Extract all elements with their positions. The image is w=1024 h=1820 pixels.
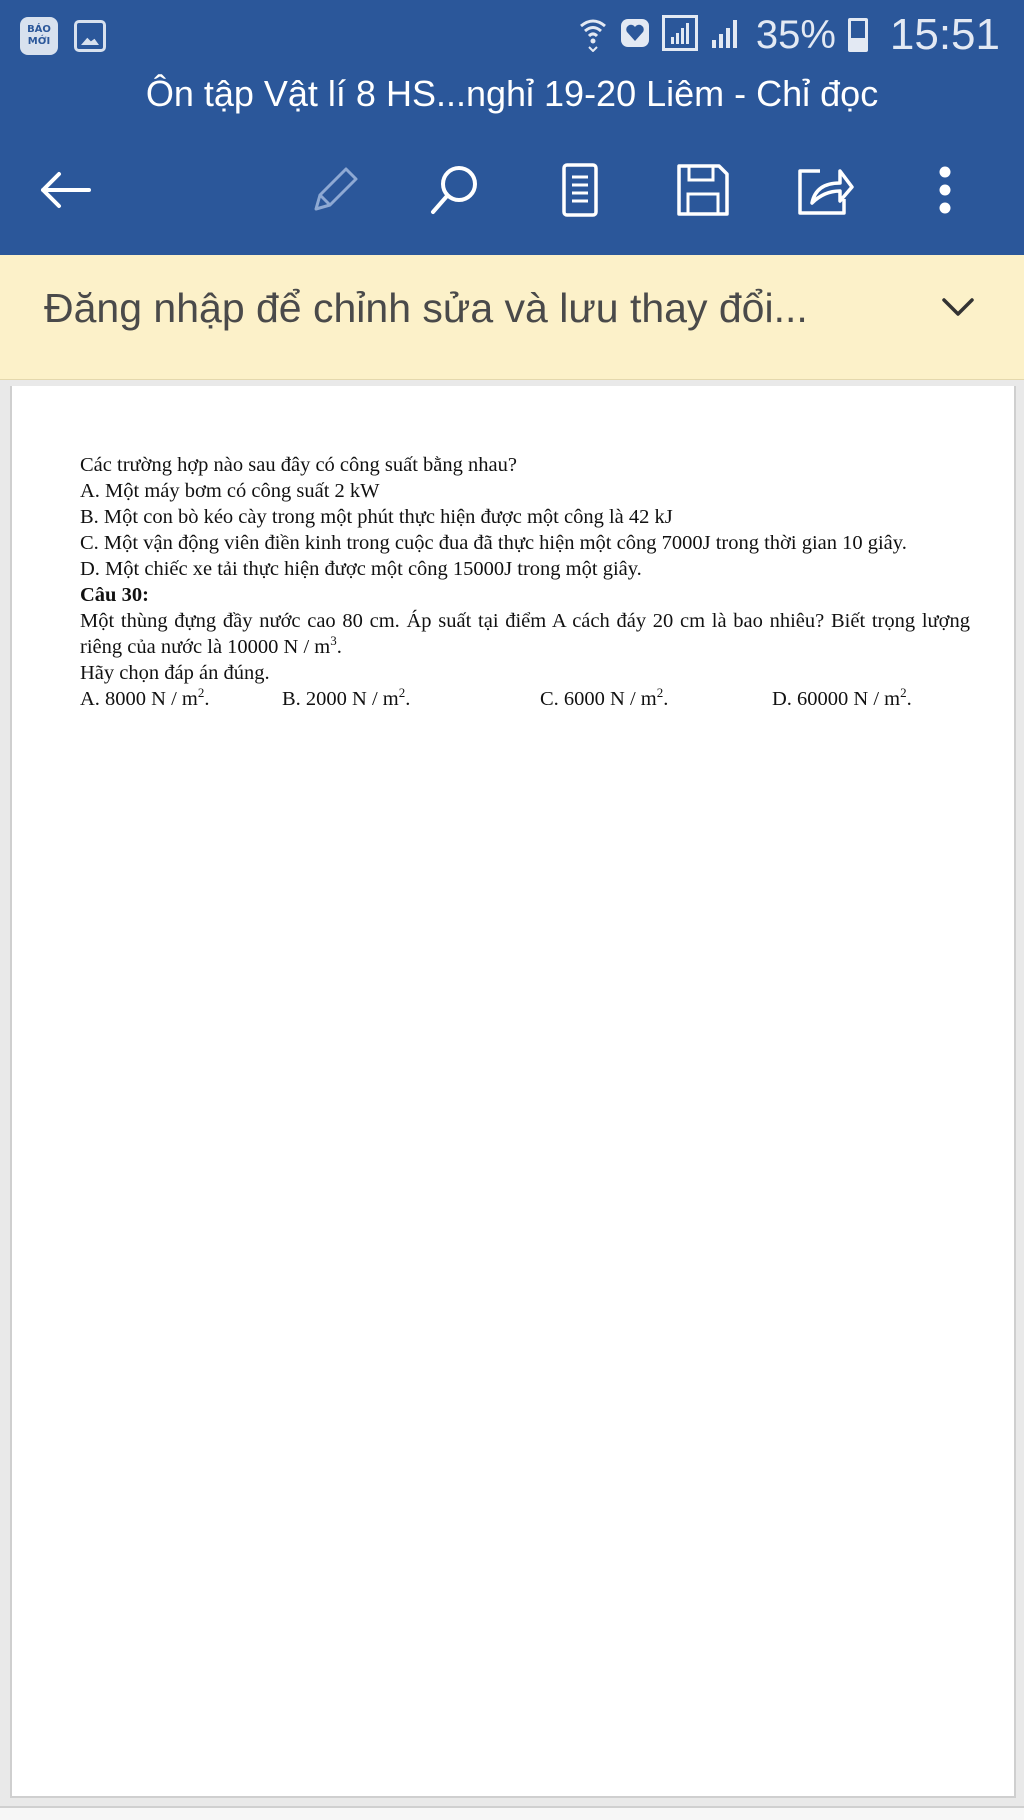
question-30-prompt: Hãy chọn đáp án đúng.: [80, 662, 270, 684]
status-clock: 15:51: [889, 10, 1000, 59]
back-arrow-icon: [37, 170, 93, 210]
answer-options: [80, 686, 970, 712]
battery-level: 35%: [755, 12, 836, 57]
heart-icon: [620, 17, 650, 54]
status-bar: [0, 0, 1024, 70]
signal-icon: [662, 15, 698, 56]
sign-in-banner[interactable]: [0, 255, 1024, 380]
answer-a: A. 8000 N / $m^2$.: [80, 685, 210, 710]
question-intro: Các trường hợp nào sau đây có công suất bằng nhau?: [80, 454, 517, 476]
banner-message: Đăng nhập để chỉnh sửa và lưu thay đổi...: [44, 285, 808, 331]
search-icon: [427, 162, 483, 218]
baomoi-app-icon: BÁO MỚI: [20, 17, 58, 55]
save-button[interactable]: [668, 150, 738, 230]
banner-expand-button[interactable]: [940, 295, 976, 324]
document-title: Ôn tập Vật lí 8 HS...nghỉ 19-20 Liêm - Chỉ đọc: [145, 73, 879, 114]
pencil-icon: [308, 163, 362, 217]
reading-view-icon: [560, 162, 600, 218]
answer-d: D. 60000 N / $m^2$.: [772, 685, 912, 710]
option-d: D. Một chiếc xe tải thực hiện được một công 15000J trong một giây.: [80, 558, 642, 580]
option-b: B. Một con bò kéo cày trong một phút thực hiện được một công là 42 kJ: [80, 506, 673, 528]
question-30-heading: Câu 30:: [80, 584, 149, 606]
answer-b: B. 2000 N / $m^2$.: [282, 685, 411, 710]
chevron-down-icon: [940, 295, 976, 319]
wifi-icon: [578, 14, 608, 57]
document-content: [80, 452, 970, 712]
search-button[interactable]: [420, 150, 490, 230]
back-button[interactable]: [30, 150, 100, 230]
share-icon: [796, 163, 854, 217]
app-header: [0, 0, 1024, 255]
signal-icon: [710, 16, 744, 55]
toolbar: [0, 150, 1024, 230]
share-button[interactable]: [790, 150, 860, 230]
more-options-button[interactable]: [915, 150, 975, 230]
more-options-icon: [935, 162, 955, 218]
document-page[interactable]: [10, 386, 1016, 1798]
option-c: C. Một vận động viên điền kinh trong cuộc đua đã thực hiện một công 7000J trong thời gian 10 giây.: [80, 532, 907, 554]
edit-button[interactable]: [300, 150, 370, 230]
next-page-edge: [0, 1806, 1024, 1820]
reading-view-button[interactable]: [545, 150, 615, 230]
gallery-icon: [74, 20, 106, 52]
save-icon: [675, 162, 731, 218]
question-30-text: Một thùng đựng đầy nước cao 80 cm. Áp suất tại điểm A cách đáy 20 cm là bao nhiêu? Biết trọng lượng riêng của nước là 10000 N / $m^3$.: [80, 610, 970, 658]
answer-c: C. 6000 N / $m^2$.: [540, 685, 669, 710]
battery-icon: [848, 18, 868, 52]
option-a: A. Một máy bơm có công suất 2 kW: [80, 480, 380, 502]
